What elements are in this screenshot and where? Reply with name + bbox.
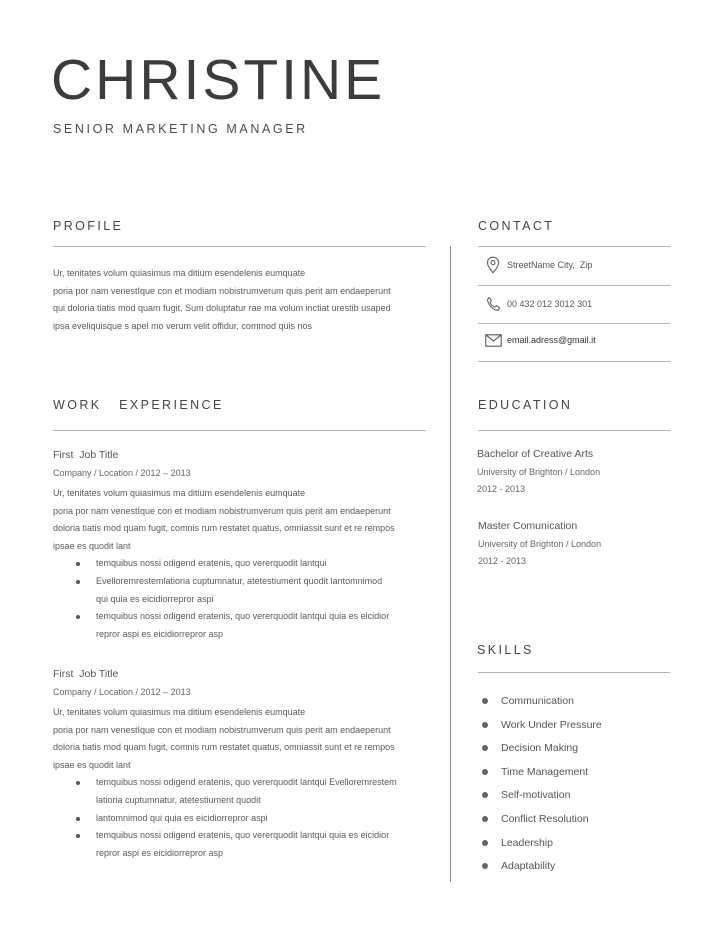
profile-divider bbox=[53, 246, 426, 247]
envelope-icon bbox=[484, 331, 502, 349]
job-desc-line: ipsae es quodit lant bbox=[53, 759, 131, 770]
skill-item: Decision Making bbox=[482, 739, 602, 763]
address-text: StreetName City, Zip bbox=[507, 260, 593, 270]
job-bullet-line: qui quia es eicidiorrepror aspi bbox=[96, 593, 214, 604]
skills-list bbox=[482, 692, 602, 881]
profile-line: poria por nam venestIque con et modiam nobistrumverum quis perit am endaeperunt bbox=[53, 285, 391, 296]
profile-heading: PROFILE bbox=[53, 219, 124, 233]
job-title: First Job Title bbox=[53, 449, 119, 461]
job-entry-2 bbox=[53, 668, 438, 862]
job-meta: Company / Location / 2012 – 2013 bbox=[53, 687, 191, 697]
job-desc-line: Ur, tenitates volum quiasimus ma ditium esendelenis eumquate bbox=[53, 488, 306, 498]
skill-item: Work Under Pressure bbox=[482, 716, 602, 740]
work-divider bbox=[53, 430, 426, 431]
skill-item: Time Management bbox=[482, 763, 602, 787]
years: 2012 - 2013 bbox=[477, 484, 526, 494]
job-title: First Job Title bbox=[53, 668, 119, 680]
contact-address bbox=[484, 256, 592, 274]
job-bullet bbox=[53, 810, 438, 828]
contact-divider bbox=[478, 246, 670, 247]
school: University of Brighton / London bbox=[477, 467, 601, 477]
contact-row-divider bbox=[478, 285, 670, 286]
education-heading: EDUCATION bbox=[478, 398, 573, 412]
skill-item: Conflict Resolution bbox=[482, 810, 602, 834]
education-divider bbox=[478, 430, 670, 431]
skill-item: Adaptability bbox=[482, 857, 602, 881]
contact-row-divider bbox=[478, 361, 670, 362]
job-entry-1 bbox=[53, 449, 438, 643]
skills-divider bbox=[478, 672, 670, 673]
skill-item: Leadership bbox=[482, 834, 602, 858]
job-desc-line: doloria tiatis mod quam fugit, comnis rum restatet quatus, omniassit sunt et re rempos bbox=[53, 742, 395, 753]
skills-heading: SKILLS bbox=[477, 643, 534, 657]
job-bullet-line: temquibus nossi odigend eratenis, quo vererquodit lantqui Evelloremrestem bbox=[96, 777, 397, 788]
skill-item: Self-motivation bbox=[482, 786, 602, 810]
job-desc-line: poria por nam venestIque con et modiam nobistrumverum quis perit am endaeperunt bbox=[53, 724, 391, 735]
contact-row-divider bbox=[478, 323, 670, 324]
job-desc-line: poria por nam venestIque con et modiam nobistrumverum quis perit am endaeperunt bbox=[53, 505, 391, 516]
email-text: email.adress@gmail.it bbox=[507, 335, 596, 345]
job-bullet-line: temquibus nossi odigend eratenis, quo vererquodit lantqui bbox=[96, 558, 327, 569]
school: University of Brighton / London bbox=[478, 539, 602, 549]
job-bullet-line: repror aspi es eicidiorrepror asp bbox=[96, 847, 224, 858]
job-bullet bbox=[53, 608, 438, 643]
job-bullet-line: temquibus nossi odigend eratenis, quo vererquodit lantqui quia es eicidior bbox=[96, 611, 390, 622]
contact-phone bbox=[484, 295, 592, 313]
work-heading: WORK EXPERIENCE bbox=[53, 398, 224, 412]
job-bullet bbox=[53, 573, 438, 608]
skill-item: Communication bbox=[482, 692, 602, 716]
phone-icon bbox=[484, 295, 502, 313]
job-meta: Company / Location / 2012 – 2013 bbox=[53, 468, 191, 478]
profile-text bbox=[53, 265, 391, 335]
job-bullet-line: repror aspi es eicidiorrepror asp bbox=[96, 628, 224, 639]
years: 2012 - 2013 bbox=[478, 556, 527, 566]
job-desc-line: ipsae es quodit lant bbox=[53, 540, 131, 551]
job-bullet bbox=[53, 774, 438, 809]
contact-email bbox=[484, 331, 596, 349]
job-bullet-line: latioria cuptumnatur, atetestiument quodit bbox=[96, 794, 261, 805]
column-divider bbox=[450, 246, 451, 882]
job-headline: SENIOR MARKETING MANAGER bbox=[53, 122, 308, 136]
contact-heading: CONTACT bbox=[478, 219, 555, 233]
candidate-name: CHRISTINE bbox=[51, 48, 386, 112]
job-bullet bbox=[53, 827, 438, 862]
job-desc-line: Ur, tenitates volum quiasimus ma ditium esendelenis eumquate bbox=[53, 707, 306, 717]
profile-line: qui doloria tiatis mod quam fugit, Sum doluptatur rae ma volum inctiat urestib usaped bbox=[53, 303, 391, 314]
map-pin-icon bbox=[484, 256, 502, 274]
job-desc-line: doloria tiatis mod quam fugit, comnis rum restatet quatus, omniassit sunt et re rempos bbox=[53, 523, 395, 534]
job-bullets bbox=[53, 555, 438, 643]
job-bullet bbox=[53, 555, 438, 573]
phone-text: 00 432 012 3012 301 bbox=[507, 299, 593, 309]
degree: Bachelor of Creative Arts bbox=[477, 448, 594, 460]
degree: Master Comunication bbox=[478, 520, 578, 532]
job-bullet-line: Evelloremrestemlatioria cuptumnatur, atetestiument quodit lantomnimod bbox=[96, 575, 383, 586]
education-entry-2 bbox=[478, 520, 601, 566]
education-entry-1 bbox=[477, 448, 600, 494]
job-bullets bbox=[53, 774, 438, 862]
job-bullet-line: temquibus nossi odigend eratenis, quo vererquodit lantqui quia es eicidior bbox=[96, 830, 390, 841]
job-bullet-line: lantomnimod qui quia es eicidiorrepror aspi bbox=[96, 812, 268, 823]
profile-line: ipsa eveliquisque s apel mo verum velit offidur, commod quis nos bbox=[53, 320, 312, 331]
profile-line: Ur, tenitates volum quiasimus ma ditium esendelenis eumquate bbox=[53, 268, 306, 278]
job-description bbox=[53, 485, 438, 555]
job-description bbox=[53, 704, 438, 774]
